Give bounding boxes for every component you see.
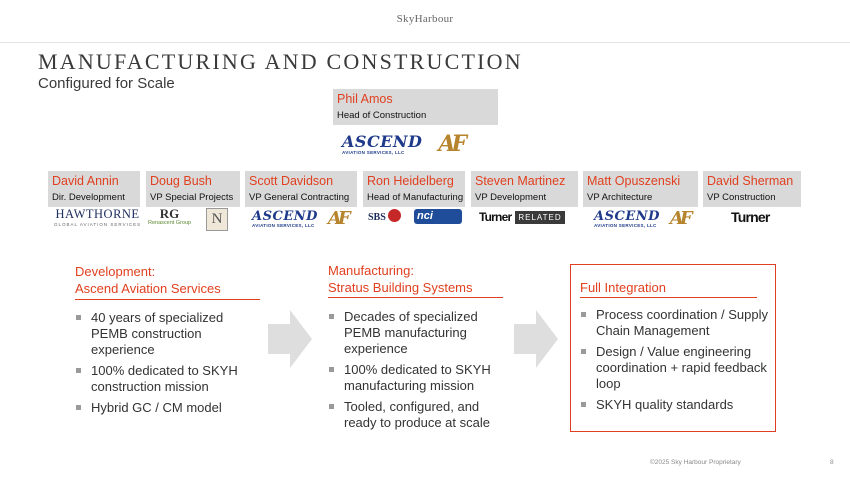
org-name: Phil Amos [337,92,393,106]
org-role: Head of Construction [337,110,427,121]
column-heading-manufacturing: Manufacturing: Stratus Building Systems [328,263,473,295]
header-divider [0,42,850,43]
bullet-item: Tooled, configured, and ready to produce at scale [326,399,511,431]
ascend-af-logos-1 [252,208,347,229]
arrow-right-icon [514,310,558,368]
org-card: David Sherman VP Construction [703,171,801,207]
bullet-item: 40 years of specialized PEMB construction experience [73,310,263,358]
column-divider [580,297,757,298]
ascend-logo: ASCEND AVIATION SERVICES, LLC [342,131,423,155]
nci-logo: nci [414,209,462,224]
bullet-list-integration [578,307,768,418]
ascend-logo: ASCEND AVIATION SERVICES, LLC [252,208,318,228]
turner-related-logos [479,210,565,224]
column-divider [75,299,260,300]
org-card: Doug Bush VP Special Projects [146,171,240,207]
bullet-item: Design / Value engineering coordination + rapid feedback loop [578,344,768,392]
bullet-item: Hybrid GC / CM model [73,400,263,416]
footer-copyright: ©2025 Sky Harbour Proprietary [650,459,741,466]
bullet-list-development [73,310,263,421]
org-card: Steven Martinez VP Development [471,171,578,207]
renascent-logo: RG Renascent Group [148,206,192,226]
af-logo: AF [438,131,464,157]
head-logos [342,131,463,157]
bullet-item: 100% dedicated to SKYH manufacturing mission [326,362,511,394]
bullet-item: Decades of specialized PEMB manufacturing experience [326,309,511,357]
arrow-right-icon [268,310,312,368]
column-heading-development: Development: Ascend Aviation Services [75,264,221,296]
ascend-af-logos-2 [594,208,689,229]
turner-logo: Turner [479,210,512,224]
org-card-head [333,89,498,125]
hawthorne-logo: HAWTHORNE GLOBAL AVIATION SERVICES [54,207,142,227]
af-logo: AF [669,208,689,229]
bullet-item: SKYH quality standards [578,397,768,413]
sbs-dot-icon [388,209,401,222]
page-subtitle: Configured for Scale [38,75,175,92]
turner-logo: Turner [731,209,770,225]
bullet-item: 100% dedicated to SKYH construction mission [73,363,263,395]
page-title: MANUFACTURING AND CONSTRUCTION [38,49,523,74]
related-logo: RELATED [515,211,564,224]
sbs-logo: SBS [368,207,401,225]
bullet-list-manufacturing [326,309,511,436]
bullet-item: Process coordination / Supply Chain Management [578,307,768,339]
column-divider [328,297,503,298]
ascend-logo: ASCEND AVIATION SERVICES, LLC [594,208,660,228]
org-card: Matt Opuszenski VP Architecture [583,171,698,207]
column-heading-integration: Full Integration [580,280,666,295]
org-card: Scott Davidson VP General Contracting [245,171,357,207]
brand-logo: SkyHarbour [396,13,454,25]
af-logo: AF [327,208,347,229]
n-logo: N [206,208,228,231]
org-card: Ron Heidelberg Head of Manufacturing [363,171,465,207]
org-card: David Annin Dir. Development [48,171,140,207]
page-number: 8 [830,459,834,466]
